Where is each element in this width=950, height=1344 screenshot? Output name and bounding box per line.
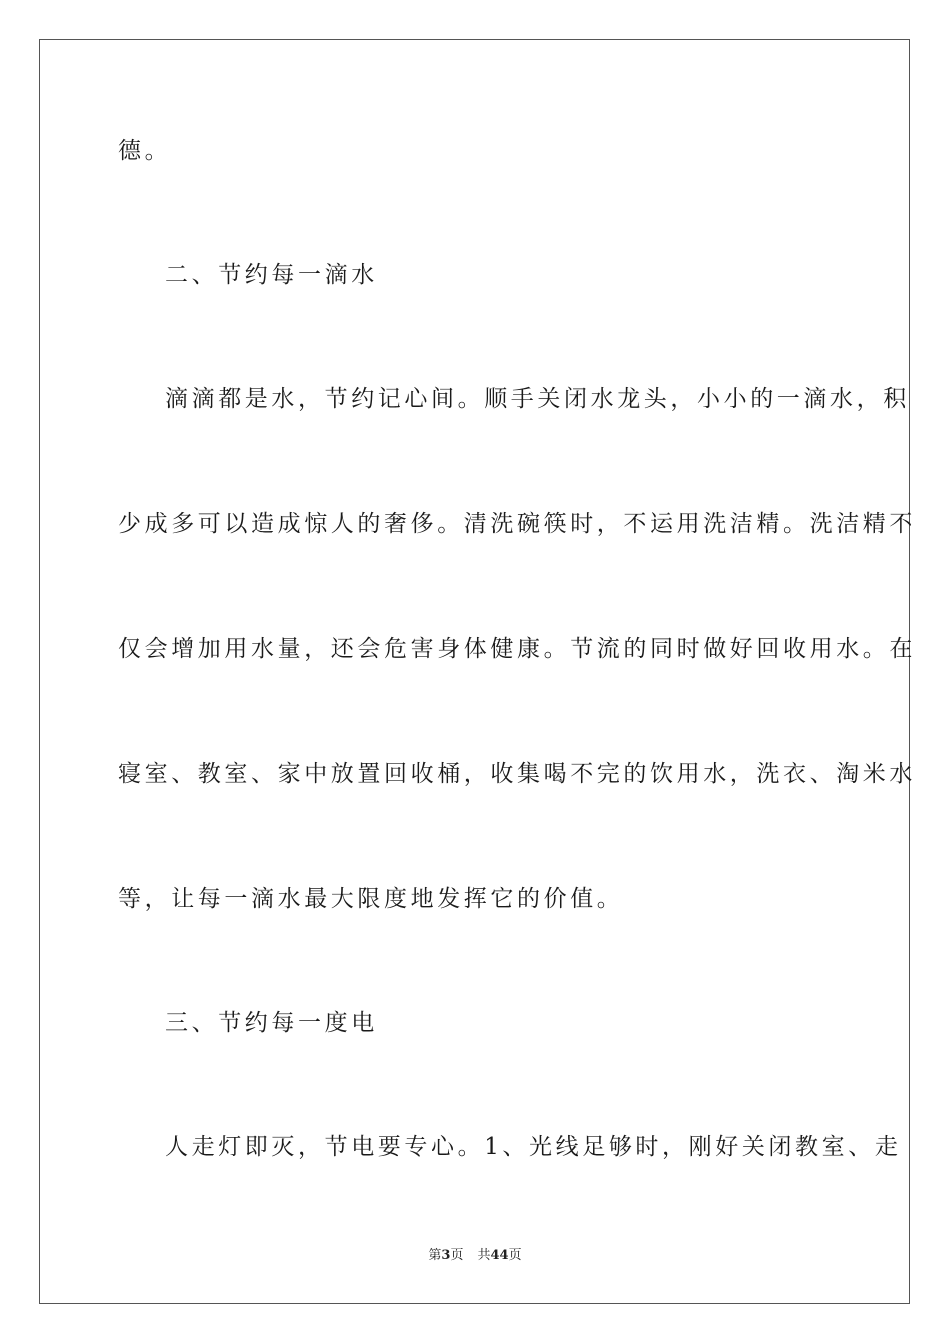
page-border bbox=[39, 39, 916, 1304]
page-label-suffix: 页 bbox=[450, 1248, 464, 1263]
total-label-suffix: 页 bbox=[508, 1248, 522, 1263]
section-heading-water: 二、节约每一滴水 bbox=[165, 262, 378, 288]
section-heading-electricity: 三、节约每一度电 bbox=[165, 1010, 378, 1036]
total-pages: 44 bbox=[490, 1248, 509, 1263]
paragraph-line: 德。 bbox=[118, 138, 172, 164]
page-label-prefix: 第 bbox=[428, 1248, 442, 1263]
paragraph-line: 寝室、教室、家中放置回收桶，收集喝不完的饮用水，洗衣、淘米水 bbox=[118, 761, 916, 787]
total-label-prefix: 共 bbox=[477, 1248, 491, 1263]
paragraph-line: 滴滴都是水，节约记心间。顺手关闭水龙头，小小的一滴水，积 bbox=[165, 386, 910, 412]
page-footer bbox=[0, 1247, 950, 1265]
paragraph-line: 等，让每一滴水最大限度地发挥它的价值。 bbox=[118, 886, 624, 912]
paragraph-line: 仅会增加用水量，还会危害身体健康。节流的同时做好回收用水。在 bbox=[118, 636, 916, 662]
paragraph-line: 少成多可以造成惊人的奢侈。清洗碗筷时，不运用洗洁精。洗洁精不 bbox=[118, 511, 916, 537]
paragraph-line: 人走灯即灭，节电要专心。1、光线足够时，刚好关闭教室、走 bbox=[165, 1134, 902, 1160]
page-number: 3 bbox=[441, 1248, 451, 1263]
